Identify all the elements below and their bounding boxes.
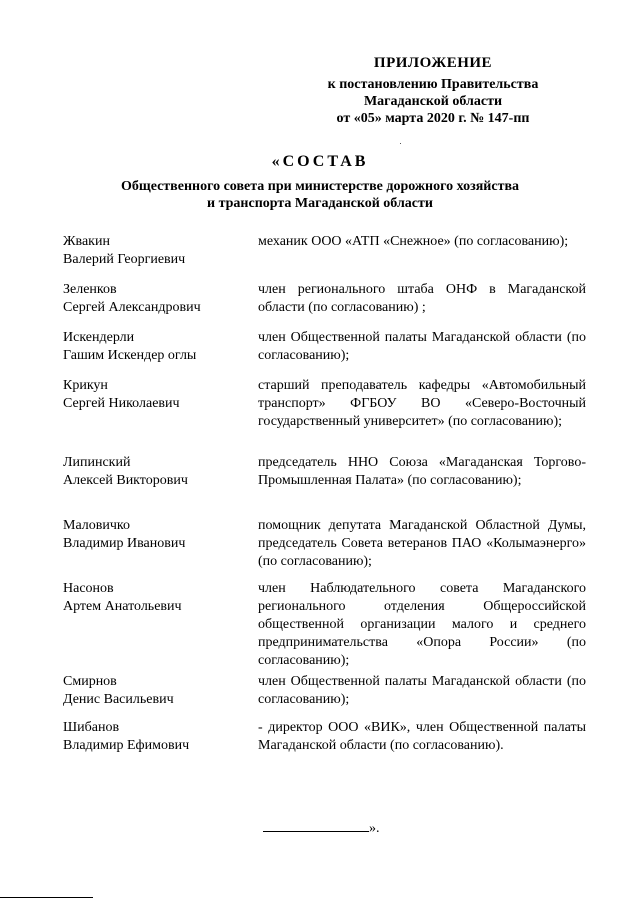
member-role: член регионального штаба ОНФ в Магаданской области (по согласованию) ; bbox=[258, 282, 586, 315]
member-role: механик ООО «АТП «Снежное» (по согласованию); bbox=[258, 234, 569, 249]
member-surname: Искендерли bbox=[63, 330, 135, 345]
closing-underline bbox=[263, 819, 369, 832]
member-surname: Маловичко bbox=[63, 518, 131, 533]
member-role: - директор ООО «ВИК», член Общественной палаты Магаданской области (по согласованию). bbox=[258, 720, 586, 753]
member-surname: Зеленков bbox=[63, 282, 117, 297]
footnote-rule bbox=[0, 897, 93, 898]
member-role: старший преподаватель кафедры «Автомобильный транспорт» ФГБОУ ВО «Северо-Восточный государственный университет» (по согласованию); bbox=[258, 378, 586, 429]
appendix-line-2: Магаданской области bbox=[363, 94, 503, 109]
member-given-name: Артем Анатольевич bbox=[63, 599, 182, 614]
member-name bbox=[63, 719, 248, 755]
member-name bbox=[63, 233, 248, 269]
member-name bbox=[63, 580, 248, 616]
member-given-name: Денис Васильевич bbox=[63, 692, 174, 707]
member-surname: Насонов bbox=[63, 581, 114, 596]
member-name bbox=[63, 329, 248, 365]
member-surname: Липинский bbox=[63, 455, 131, 470]
member-given-name: Сергей Александрович bbox=[63, 300, 201, 315]
member-given-name: Владимир Ефимович bbox=[63, 738, 190, 753]
member-name bbox=[63, 673, 248, 709]
appendix-line-3: от «05» марта 2020 г. № 147-пп bbox=[336, 111, 530, 126]
subtitle-line-2: и транспорта Магаданской области bbox=[207, 196, 433, 211]
member-role: член Наблюдательного совета Магаданского регионального отделения Общероссийской общественной организации малого и среднего предпринимательства «Опора России» (по согласованию); bbox=[258, 581, 586, 668]
member-surname: Жвакин bbox=[63, 234, 110, 249]
member-name bbox=[63, 377, 248, 413]
appendix-header bbox=[283, 55, 583, 127]
closing-quote: ». bbox=[369, 821, 380, 836]
scan-dot bbox=[400, 143, 401, 144]
member-given-name: Владимир Иванович bbox=[63, 536, 186, 551]
member-given-name: Алексей Викторович bbox=[63, 473, 188, 488]
closing-line bbox=[263, 819, 380, 838]
member-name bbox=[63, 517, 248, 553]
member-surname: Смирнов bbox=[63, 674, 117, 689]
member-surname: Шибанов bbox=[63, 720, 120, 735]
document-subtitle bbox=[80, 178, 560, 212]
member-given-name: Гашим Искендер оглы bbox=[63, 348, 197, 363]
member-name bbox=[63, 281, 248, 317]
member-surname: Крикун bbox=[63, 378, 108, 393]
member-given-name: Сергей Николаевич bbox=[63, 396, 180, 411]
member-role: помощник депутата Магаданской Областной Думы, председатель Совета ветеранов ПАО «Колымаэнерго» (по согласованию); bbox=[258, 518, 586, 569]
member-role: член Общественной палаты Магаданской области (по согласованию); bbox=[258, 330, 586, 363]
member-name bbox=[63, 454, 248, 490]
member-given-name: Валерий Георгиевич bbox=[63, 252, 186, 267]
member-role: председатель ННО Союза «Магаданская Торгово-Промышленная Палата» (по согласованию); bbox=[258, 455, 586, 488]
document-heading: «СОСТАВ bbox=[271, 153, 369, 170]
subtitle-line-1: Общественного совета при министерстве дорожного хозяйства bbox=[120, 179, 520, 194]
appendix-line-1: к постановлению Правительства bbox=[327, 77, 539, 92]
appendix-title: ПРИЛОЖЕНИЕ bbox=[373, 55, 493, 71]
member-role: член Общественной палаты Магаданской области (по согласованию); bbox=[258, 674, 586, 707]
